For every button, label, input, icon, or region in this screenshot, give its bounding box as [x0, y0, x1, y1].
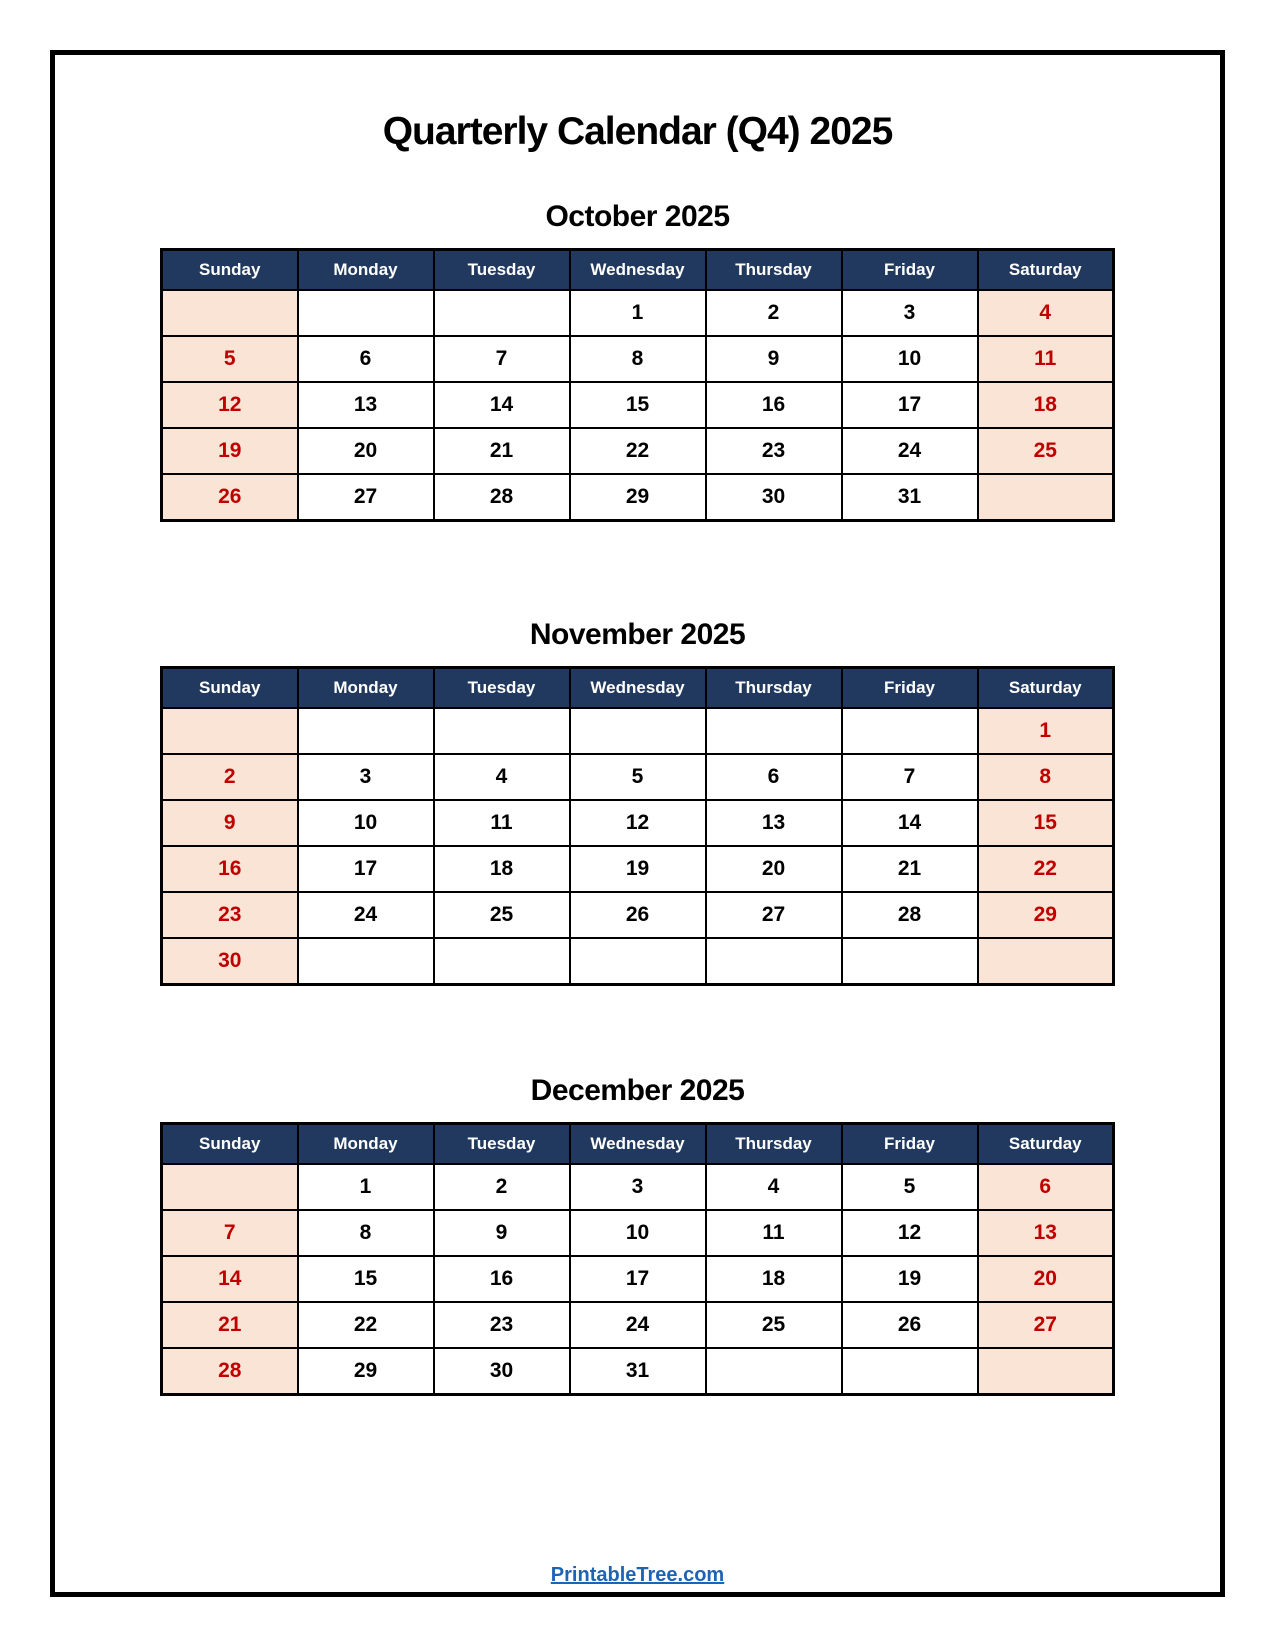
day-cell-november-28: 28 — [842, 892, 978, 938]
day-cell-december-19: 19 — [842, 1256, 978, 1302]
weekday-header-thursday: Thursday — [706, 668, 842, 709]
day-cell-october-2: 2 — [706, 290, 842, 336]
month-title-october: October 2025 — [545, 200, 730, 233]
week-row — [162, 938, 1114, 985]
day-cell-november-25: 25 — [434, 892, 570, 938]
day-cell-october-20: 20 — [298, 428, 434, 474]
day-cell-november-9: 9 — [162, 800, 298, 846]
empty-day-cell — [298, 708, 434, 754]
week-row — [162, 754, 1114, 800]
empty-day-cell — [706, 708, 842, 754]
day-cell-december-9: 9 — [434, 1210, 570, 1256]
empty-day-cell — [842, 1348, 978, 1395]
day-cell-november-17: 17 — [298, 846, 434, 892]
month-section-november — [55, 618, 1220, 986]
weekday-header-tuesday: Tuesday — [434, 250, 570, 291]
day-cell-october-16: 16 — [706, 382, 842, 428]
week-row — [162, 336, 1114, 382]
empty-day-cell — [706, 1348, 842, 1395]
empty-day-cell — [298, 290, 434, 336]
day-cell-december-5: 5 — [842, 1164, 978, 1210]
day-cell-november-3: 3 — [298, 754, 434, 800]
page-title: Quarterly Calendar (Q4) 2025 — [382, 110, 893, 153]
day-cell-november-16: 16 — [162, 846, 298, 892]
day-cell-october-29: 29 — [570, 474, 706, 521]
day-cell-october-19: 19 — [162, 428, 298, 474]
month-title-november: November 2025 — [529, 618, 746, 651]
day-cell-november-27: 27 — [706, 892, 842, 938]
day-cell-october-7: 7 — [434, 336, 570, 382]
day-cell-december-13: 13 — [978, 1210, 1114, 1256]
calendar-table-december — [160, 1122, 1115, 1396]
empty-day-cell — [978, 474, 1114, 521]
day-cell-november-15: 15 — [978, 800, 1114, 846]
day-cell-december-21: 21 — [162, 1302, 298, 1348]
page-frame — [50, 50, 1225, 1597]
day-cell-november-2: 2 — [162, 754, 298, 800]
day-cell-october-3: 3 — [842, 290, 978, 336]
empty-day-cell — [570, 938, 706, 985]
day-cell-december-2: 2 — [434, 1164, 570, 1210]
empty-day-cell — [842, 938, 978, 985]
day-cell-december-30: 30 — [434, 1348, 570, 1395]
week-row — [162, 1256, 1114, 1302]
weekday-header-wednesday: Wednesday — [570, 668, 706, 709]
month-section-december — [55, 1074, 1220, 1396]
week-row — [162, 474, 1114, 521]
empty-day-cell — [978, 1348, 1114, 1395]
weekday-header-friday: Friday — [842, 1124, 978, 1165]
day-cell-october-13: 13 — [298, 382, 434, 428]
day-cell-december-28: 28 — [162, 1348, 298, 1395]
day-cell-december-3: 3 — [570, 1164, 706, 1210]
weekday-header-sunday: Sunday — [162, 668, 298, 709]
calendar-table-october — [160, 248, 1115, 522]
day-cell-october-28: 28 — [434, 474, 570, 521]
empty-day-cell — [570, 708, 706, 754]
week-row — [162, 428, 1114, 474]
weekday-header-saturday: Saturday — [978, 1124, 1114, 1165]
day-cell-november-24: 24 — [298, 892, 434, 938]
day-cell-december-11: 11 — [706, 1210, 842, 1256]
day-cell-october-12: 12 — [162, 382, 298, 428]
day-cell-november-26: 26 — [570, 892, 706, 938]
week-row — [162, 800, 1114, 846]
day-cell-november-6: 6 — [706, 754, 842, 800]
weekday-header-monday: Monday — [298, 1124, 434, 1165]
day-cell-october-8: 8 — [570, 336, 706, 382]
day-cell-october-31: 31 — [842, 474, 978, 521]
day-cell-december-15: 15 — [298, 1256, 434, 1302]
day-cell-december-17: 17 — [570, 1256, 706, 1302]
week-row — [162, 846, 1114, 892]
empty-day-cell — [706, 938, 842, 985]
day-cell-december-26: 26 — [842, 1302, 978, 1348]
day-cell-october-21: 21 — [434, 428, 570, 474]
day-cell-october-15: 15 — [570, 382, 706, 428]
day-cell-october-1: 1 — [570, 290, 706, 336]
week-row — [162, 1210, 1114, 1256]
day-cell-november-10: 10 — [298, 800, 434, 846]
day-cell-december-14: 14 — [162, 1256, 298, 1302]
day-cell-october-24: 24 — [842, 428, 978, 474]
weekday-header-row — [162, 250, 1114, 291]
day-cell-october-25: 25 — [978, 428, 1114, 474]
day-cell-october-18: 18 — [978, 382, 1114, 428]
day-cell-december-8: 8 — [298, 1210, 434, 1256]
day-cell-november-19: 19 — [570, 846, 706, 892]
weekday-header-row — [162, 668, 1114, 709]
day-cell-december-20: 20 — [978, 1256, 1114, 1302]
day-cell-november-20: 20 — [706, 846, 842, 892]
weekday-header-sunday: Sunday — [162, 1124, 298, 1165]
day-cell-december-10: 10 — [570, 1210, 706, 1256]
day-cell-november-23: 23 — [162, 892, 298, 938]
empty-day-cell — [434, 708, 570, 754]
week-row — [162, 382, 1114, 428]
day-cell-october-26: 26 — [162, 474, 298, 521]
month-title-december: December 2025 — [530, 1074, 745, 1107]
day-cell-december-7: 7 — [162, 1210, 298, 1256]
day-cell-december-25: 25 — [706, 1302, 842, 1348]
day-cell-october-6: 6 — [298, 336, 434, 382]
day-cell-october-22: 22 — [570, 428, 706, 474]
weekday-header-sunday: Sunday — [162, 250, 298, 291]
day-cell-october-4: 4 — [978, 290, 1114, 336]
day-cell-november-12: 12 — [570, 800, 706, 846]
day-cell-october-30: 30 — [706, 474, 842, 521]
day-cell-december-1: 1 — [298, 1164, 434, 1210]
day-cell-november-18: 18 — [434, 846, 570, 892]
empty-day-cell — [162, 290, 298, 336]
day-cell-october-10: 10 — [842, 336, 978, 382]
empty-day-cell — [434, 290, 570, 336]
weekday-header-friday: Friday — [842, 668, 978, 709]
day-cell-november-13: 13 — [706, 800, 842, 846]
empty-day-cell — [298, 938, 434, 985]
day-cell-november-7: 7 — [842, 754, 978, 800]
day-cell-november-22: 22 — [978, 846, 1114, 892]
day-cell-december-6: 6 — [978, 1164, 1114, 1210]
week-row — [162, 290, 1114, 336]
day-cell-november-8: 8 — [978, 754, 1114, 800]
day-cell-december-27: 27 — [978, 1302, 1114, 1348]
weekday-header-monday: Monday — [298, 668, 434, 709]
day-cell-december-29: 29 — [298, 1348, 434, 1395]
empty-day-cell — [978, 938, 1114, 985]
weekday-header-wednesday: Wednesday — [570, 250, 706, 291]
empty-day-cell — [162, 708, 298, 754]
empty-day-cell — [162, 1164, 298, 1210]
day-cell-december-12: 12 — [842, 1210, 978, 1256]
weekday-header-tuesday: Tuesday — [434, 668, 570, 709]
day-cell-october-11: 11 — [978, 336, 1114, 382]
day-cell-december-4: 4 — [706, 1164, 842, 1210]
day-cell-november-4: 4 — [434, 754, 570, 800]
day-cell-november-29: 29 — [978, 892, 1114, 938]
day-cell-october-23: 23 — [706, 428, 842, 474]
weekday-header-thursday: Thursday — [706, 250, 842, 291]
weekday-header-tuesday: Tuesday — [434, 1124, 570, 1165]
day-cell-october-5: 5 — [162, 336, 298, 382]
footer — [55, 1564, 1220, 1587]
empty-day-cell — [434, 938, 570, 985]
day-cell-october-17: 17 — [842, 382, 978, 428]
week-row — [162, 1302, 1114, 1348]
week-row — [162, 1164, 1114, 1210]
day-cell-december-22: 22 — [298, 1302, 434, 1348]
day-cell-november-5: 5 — [570, 754, 706, 800]
week-row — [162, 1348, 1114, 1395]
day-cell-december-31: 31 — [570, 1348, 706, 1395]
weekday-header-monday: Monday — [298, 250, 434, 291]
weekday-header-friday: Friday — [842, 250, 978, 291]
day-cell-november-11: 11 — [434, 800, 570, 846]
calendar-table-november — [160, 666, 1115, 986]
day-cell-december-16: 16 — [434, 1256, 570, 1302]
week-row — [162, 892, 1114, 938]
day-cell-october-14: 14 — [434, 382, 570, 428]
day-cell-october-9: 9 — [706, 336, 842, 382]
day-cell-november-1: 1 — [978, 708, 1114, 754]
week-row — [162, 708, 1114, 754]
day-cell-december-23: 23 — [434, 1302, 570, 1348]
day-cell-december-24: 24 — [570, 1302, 706, 1348]
weekday-header-wednesday: Wednesday — [570, 1124, 706, 1165]
weekday-header-saturday: Saturday — [978, 250, 1114, 291]
weekday-header-thursday: Thursday — [706, 1124, 842, 1165]
day-cell-october-27: 27 — [298, 474, 434, 521]
footer-link[interactable]: PrintableTree.com — [550, 1564, 725, 1586]
day-cell-november-21: 21 — [842, 846, 978, 892]
day-cell-november-14: 14 — [842, 800, 978, 846]
day-cell-november-30: 30 — [162, 938, 298, 985]
month-section-october — [55, 200, 1220, 522]
weekday-header-saturday: Saturday — [978, 668, 1114, 709]
empty-day-cell — [842, 708, 978, 754]
day-cell-december-18: 18 — [706, 1256, 842, 1302]
weekday-header-row — [162, 1124, 1114, 1165]
